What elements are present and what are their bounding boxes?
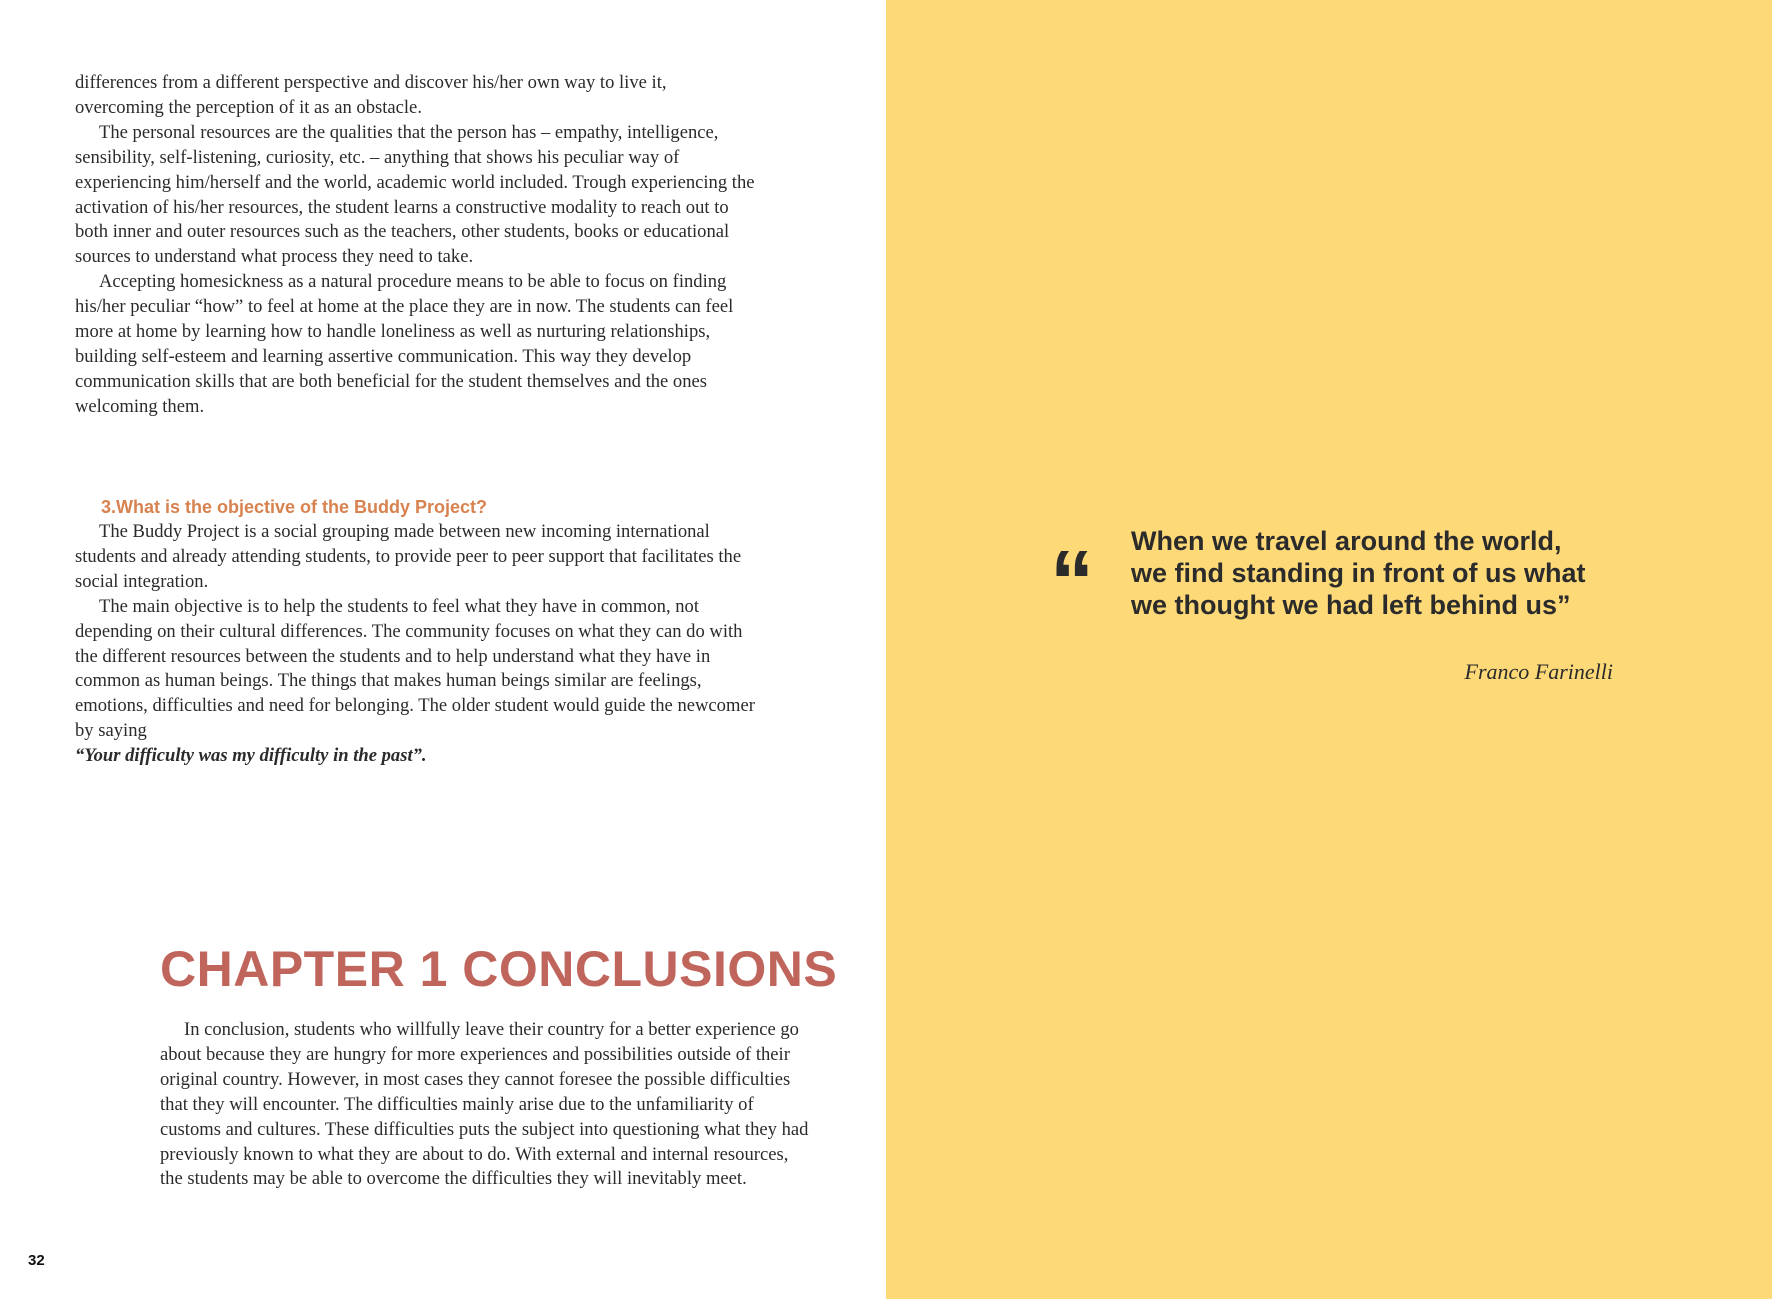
section-heading: 3.What is the objective of the Buddy Project? xyxy=(101,497,488,517)
intro-paragraph-1: differences from a different perspective and discover his/her own way to live it, overcoming the perception of it as an obstacle. xyxy=(75,72,667,118)
section-text-block xyxy=(75,520,755,769)
page-number: 32 xyxy=(28,1252,45,1269)
pull-quote-line-1: When we travel around the world, xyxy=(1131,526,1562,556)
intro-text-block xyxy=(75,71,755,420)
section-paragraph-1: The Buddy Project is a social grouping made between new incoming international students and already attending students, to provide peer to peer support that facilitates the social integration. xyxy=(75,521,742,592)
pull-quote xyxy=(1131,525,1691,621)
quote-author: Franco Farinelli xyxy=(1464,659,1613,684)
pull-quote-line-3: we thought we had left behind us” xyxy=(1131,590,1571,620)
intro-paragraph-2: The personal resources are the qualities that the person has – empathy, intelligence, sensibility, self-listening, curiosity, etc. – anything that shows his peculiar way of experiencing him/herself and the world, academic world included. Trough experiencing the activation of his/her resources, the student learns a constructive modality to reach out to both inner and outer resources such as the teachers, other students, books or educational sources to understand what process they need to take. xyxy=(75,121,755,268)
conclusion-paragraph: In conclusion, students who willfully leave their country for a better experience go about because they are hungry for more experiences and possibilities outside of their original country. However, in most cases they cannot foresee the possible difficulties that they will encounter. The difficulties mainly arise due to the unfamiliarity of customs and cultures. These difficulties puts the subject into questioning what they had previously known to what they are about to do. With external and internal resources, the students may be able to overcome the difficulties they will inevitably meet. xyxy=(160,1019,809,1190)
quote-mark-icon: “ xyxy=(1050,532,1094,631)
section-paragraph-2: The main objective is to help the students to feel what they have in common, not depending on their cultural differences. The community focuses on what they can do with the different resources between the students and to help understand what they have in common as human beings. The things that makes human beings similar are feelings, emotions, difficulties and need for belonging. The older student would guide the newcomer by saying xyxy=(75,595,755,742)
chapter-title: CHAPTER 1 CONCLUSIONS xyxy=(160,941,838,997)
intro-paragraph-3: Accepting homesickness as a natural procedure means to be able to focus on finding his/her peculiar “how” to feel at home at the place they are in now. The students can feel more at home by learning how to handle loneliness as well as nurturing relationships, building self-esteem and learning assertive communication. This way they develop communication skills that are both beneficial for the student themselves and the ones welcoming them. xyxy=(75,271,734,417)
conclusion-text-block xyxy=(160,1018,810,1192)
right-page xyxy=(886,0,1772,1299)
pull-quote-line-2: we find standing in front of us what xyxy=(1131,558,1586,588)
section-quote: “Your difficulty was my difficulty in the past”. xyxy=(75,745,427,767)
